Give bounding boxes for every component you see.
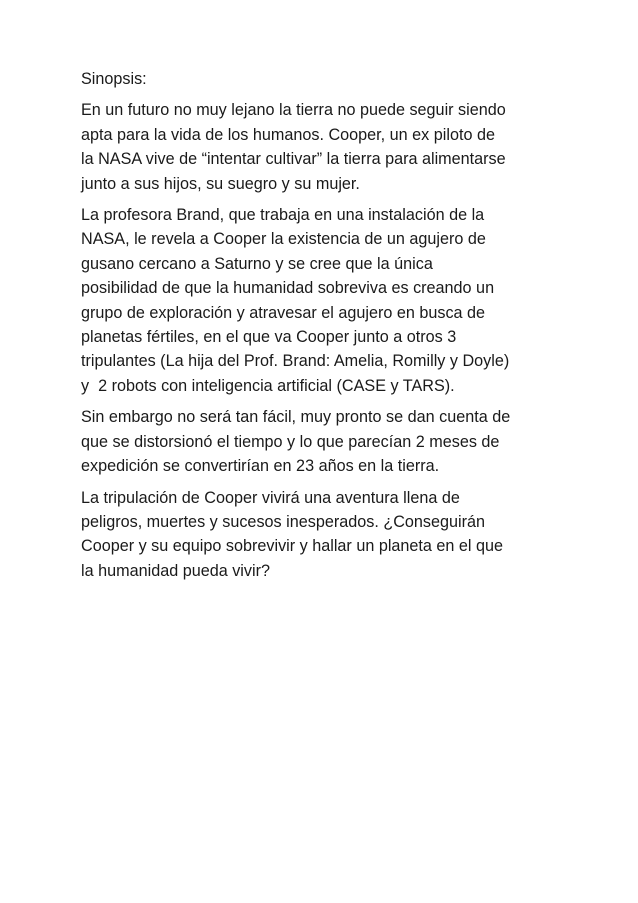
paragraph-3: [81, 405, 561, 478]
text-line: y 2 robots con inteligencia artificial (CASE y TARS).: [81, 376, 455, 395]
text-line: expedición se convertirían en 23 años en la tierra.: [81, 457, 440, 476]
text-line: junto a sus hijos, su suegro y su mujer.: [81, 174, 360, 193]
paragraph-2: [81, 203, 561, 398]
text-line: apta para la vida de los humanos. Cooper, un ex piloto de: [81, 125, 495, 144]
text-line: la humanidad pueda vivir?: [81, 561, 270, 580]
text-line: que se distorsionó el tiempo y lo que parecían 2 meses de: [81, 432, 500, 451]
document-body: [81, 67, 561, 590]
text-line: posibilidad de que la humanidad sobreviva es creando un: [81, 279, 495, 298]
paragraph-4: [81, 486, 561, 584]
text-line: la NASA vive de “intentar cultivar” la tierra para alimentarse: [81, 150, 506, 169]
document-heading: Sinopsis:: [81, 70, 147, 88]
text-line: En un futuro no muy lejano la tierra no puede seguir siendo: [81, 101, 506, 120]
text-line: La tripulación de Cooper vivirá una aventura llena de: [81, 488, 460, 507]
paragraph-1: [81, 98, 561, 196]
text-line: planetas fértiles, en el que va Cooper junto a otros 3: [81, 328, 457, 347]
text-line: La profesora Brand, que trabaja en una instalación de la: [81, 206, 485, 225]
text-line: Sin embargo no será tan fácil, muy pronto se dan cuenta de: [81, 408, 511, 427]
text-line: tripulantes (La hija del Prof. Brand: Amelia, Romilly y Doyle): [81, 352, 510, 371]
text-line: grupo de exploración y atravesar el agujero en busca de: [81, 303, 486, 322]
text-line: NASA, le revela a Cooper la existencia de un agujero de: [81, 230, 486, 249]
text-line: gusano cercano a Saturno y se cree que la única: [81, 254, 433, 273]
text-line: peligros, muertes y sucesos inesperados. ¿Conseguirán: [81, 512, 485, 531]
text-line: Cooper y su equipo sobrevivir y hallar un planeta en el que: [81, 537, 504, 556]
